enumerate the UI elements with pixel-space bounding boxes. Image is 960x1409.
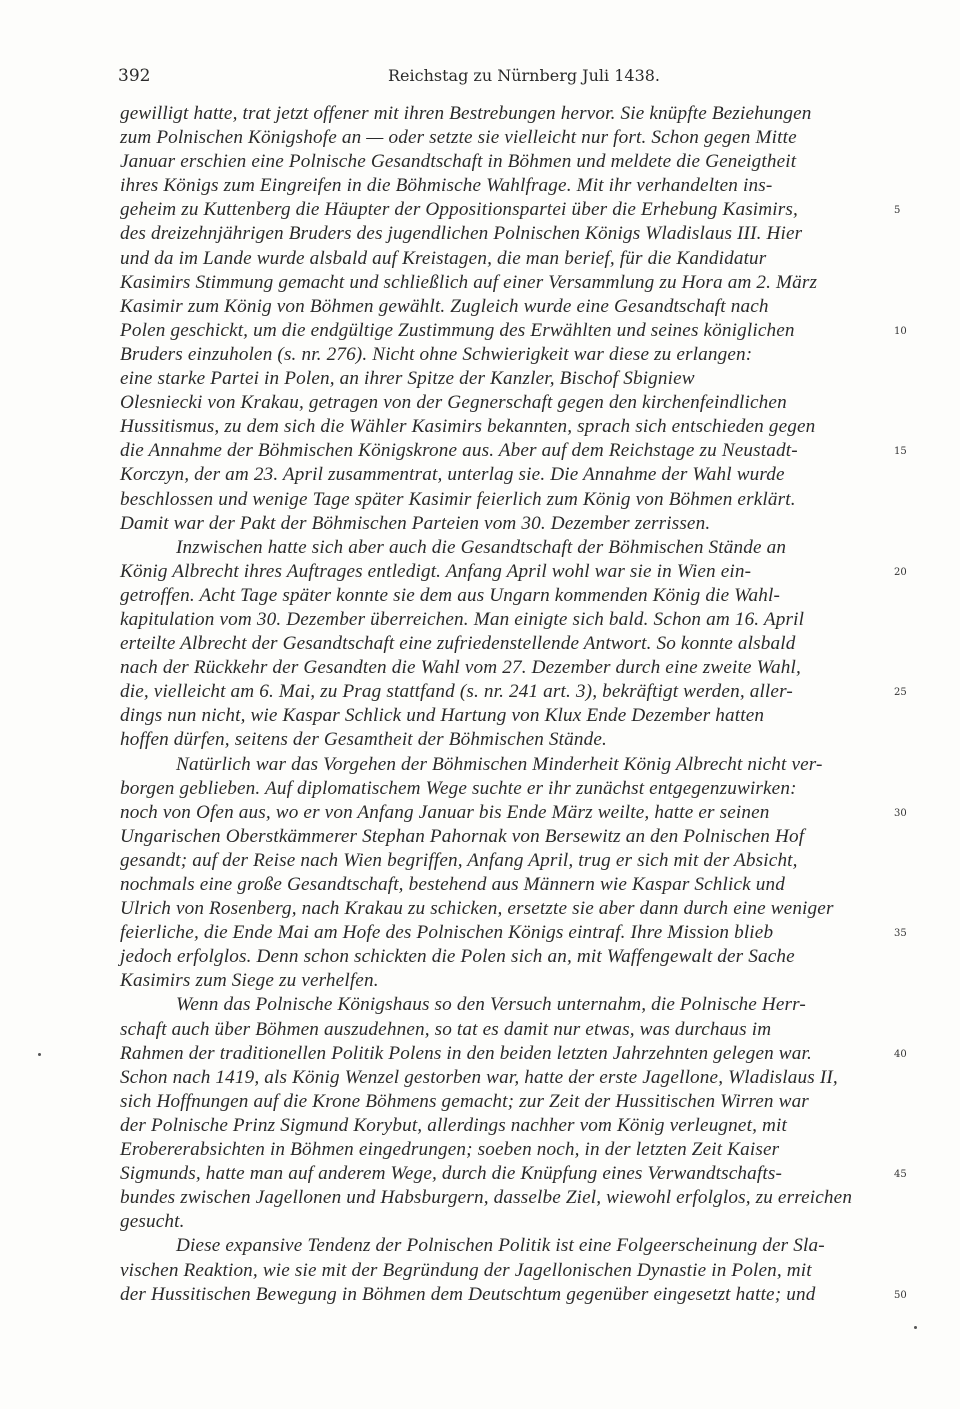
text-line: borgen geblieben. Auf diplomatischem Wege suchte er ihr zunächst entgegenzuwirken:: [120, 777, 797, 799]
text-line: zum Polnischen Königshofe an — oder setzte sie vielleicht nur fort. Schon gegen Mitte: [120, 127, 797, 149]
text-line: vischen Reaktion, wie sie mit der Begründung der Jagellonischen Dynastie in Polen, mit: [120, 1259, 812, 1281]
text-line: Sigmunds, hatte man auf anderem Wege, durch die Knüpfung eines Verwandtschafts-: [120, 1163, 783, 1185]
text-line: Kasimir zum König von Böhmen gewählt. Zugleich wurde eine Gesandtschaft nach: [120, 295, 769, 317]
text-line: und da im Lande wurde alsbald auf Kreistagen, die man berief, für die Kandidatur: [120, 247, 767, 269]
text-line: erteilte Albrecht der Gesandtschaft eine zufriedenstellende Antwort. So konnte alsbald: [120, 633, 796, 655]
text-line: hoffen dürfen, seitens der Gesamtheit der Böhmischen Stände.: [120, 729, 608, 751]
line-number: 15: [894, 446, 907, 458]
text-line: Kasimirs Stimmung gemacht und schließlich auf einer Versammlung zu Hora am 2. März: [120, 271, 818, 293]
running-title: Reichstag zu Nürnberg Juli 1438.: [388, 66, 661, 85]
page-number: 392: [118, 66, 151, 86]
text-line: schaft auch über Böhmen auszudehnen, so tat es damit nur etwas, was durchaus im: [120, 1018, 772, 1040]
text-line: gewilligt hatte, trat jetzt offener mit ihren Bestrebungen hervor. Sie knüpfte Beziehungen: [120, 103, 812, 124]
text-line: feierliche, die Ende Mai am Hofe des Polnischen Königs eintraf. Ihre Mission blieb: [120, 922, 774, 944]
text-line: gesucht.: [120, 1211, 185, 1233]
text-line: Erobererabsichten in Böhmen eingedrungen; soeben noch, in der letzten Zeit Kaiser: [120, 1139, 780, 1161]
text-line: Polen geschickt, um die endgültige Zustimmung des Erwählten und seines königlichen: [120, 319, 795, 341]
page-header: [0, 66, 960, 90]
stray-mark: [914, 1326, 917, 1329]
line-number: 20: [894, 566, 907, 578]
text-line: Inzwischen hatte sich aber auch die Gesandtschaft der Böhmischen Stände an: [176, 536, 787, 558]
text-line: gesandt; auf der Reise nach Wien begriffen, Anfang April, trug er sich mit der Absicht,: [120, 849, 798, 871]
text-line: nochmals eine große Gesandtschaft, bestehend aus Männern wie Kaspar Schlick und: [120, 874, 786, 895]
text-line: geheim zu Kuttenberg die Häupter der Oppositionspartei über die Erhebung Kasimirs,: [120, 199, 798, 221]
line-number: 35: [894, 928, 907, 940]
text-line: jedoch erfolglos. Denn schon schickten die Polen sich an, mit Waffengewalt der Sache: [120, 946, 795, 968]
line-number: 40: [894, 1048, 907, 1060]
line-number: 50: [894, 1289, 907, 1301]
text-line: getroffen. Acht Tage später konnte sie dem aus Ungarn kommenden König die Wahl-: [120, 584, 781, 606]
text-line: des dreizehnjährigen Bruders des jugendlichen Polnischen Königs Wladislaus III. Hier: [120, 223, 803, 245]
text-line: beschlossen und wenige Tage später Kasimir feierlich zum König von Böhmen erklärt.: [120, 488, 796, 510]
text-line: Kasimirs zum Siege zu verhelfen.: [120, 970, 379, 992]
text-line: sich Hoffnungen auf die Krone Böhmens gemacht; zur Zeit der Hussitischen Wirren war: [120, 1090, 809, 1112]
body-text: [120, 102, 890, 1307]
text-line: Rahmen der traditionellen Politik Polens in den beiden letzten Jahrzehnten gelegen war.: [120, 1042, 812, 1064]
line-number: 10: [894, 325, 907, 337]
text-line: ihres Königs zum Eingreifen in die Böhmische Wahlfrage. Mit ihr verhandelten ins-: [120, 175, 773, 197]
text-line: eine starke Partei in Polen, an ihrer Spitze der Kanzler, Bischof Sbigniew: [120, 368, 695, 390]
text-line: noch von Ofen aus, wo er von Anfang Januar bis Ende März weilte, hatte er seinen: [120, 801, 770, 823]
text-line: Natürlich war das Vorgehen der Böhmischen Minderheit König Albrecht nicht ver-: [176, 753, 823, 775]
text-line: Wenn das Polnische Königshaus so den Versuch unternahm, die Polnische Herr-: [176, 994, 806, 1016]
text-line: kapitulation vom 30. Dezember überreichen. Man einigte sich bald. Schon am 16. April: [120, 608, 805, 630]
text-line: Damit war der Pakt der Böhmischen Parteien vom 30. Dezember zerrissen.: [120, 512, 711, 534]
text-line: der Hussitischen Bewegung in Böhmen dem Deutschtum gegenüber eingesetzt hatte; und: [120, 1283, 816, 1305]
line-number: 30: [894, 807, 907, 819]
text-line: die Annahme der Böhmischen Königskrone aus. Aber auf dem Reichstage zu Neustadt-: [120, 440, 798, 462]
text-line: Korczyn, der am 23. April zusammentrat, unterlag sie. Die Annahme der Wahl wurde: [120, 464, 785, 486]
text-line: Bruders einzuholen (s. nr. 276). Nicht ohne Schwierigkeit war diese zu erlangen:: [120, 343, 753, 365]
text-line: Hussitismus, zu dem sich die Wähler Kasimirs bekannten, sprach sich entschieden gegen: [120, 416, 816, 438]
text-line: Januar erschien eine Polnische Gesandtschaft in Böhmen und meldete die Geneigtheit: [120, 151, 797, 173]
text-line: Olesniecki von Krakau, getragen von der Gegnerschaft gegen den kirchenfeindlichen: [120, 392, 787, 414]
line-number: 25: [894, 687, 907, 699]
text-line: König Albrecht ihres Auftrages entledigt. Anfang April wohl war sie in Wien ein-: [120, 560, 752, 582]
text-line: Diese expansive Tendenz der Polnischen Politik ist eine Folgeerscheinung der Sla-: [176, 1235, 825, 1257]
text-line: Ulrich von Rosenberg, nach Krakau zu schicken, ersetzte sie aber dann durch eine weniger: [120, 898, 834, 920]
line-number: 45: [894, 1169, 907, 1181]
stray-mark: [38, 1053, 41, 1056]
text-line: nach der Rückkehr der Gesandten die Wahl vom 27. Dezember durch eine zweite Wahl,: [120, 657, 801, 679]
text-line: dings nun nicht, wie Kaspar Schlick und Hartung von Klux Ende Dezember hatten: [120, 705, 765, 727]
text-line: der Polnische Prinz Sigmund Korybut, allerdings nachher vom König verleugnet, mit: [120, 1114, 787, 1136]
text-line: die, vielleicht am 6. Mai, zu Prag stattfand (s. nr. 241 art. 3), bekräftigt werden, aller-: [120, 681, 793, 703]
text-line: Ungarischen Oberstkämmerer Stephan Pahornak von Bersewitz an den Polnischen Hof: [120, 825, 805, 847]
text-line: Schon nach 1419, als König Wenzel gestorben war, hatte der erste Jagellone, Wladislaus II,: [120, 1066, 838, 1088]
line-number: 5: [894, 205, 901, 217]
text-line: bundes zwischen Jagellonen und Habsburgern, dasselbe Ziel, wiewohl erfolglos, zu erreichen: [120, 1187, 853, 1209]
